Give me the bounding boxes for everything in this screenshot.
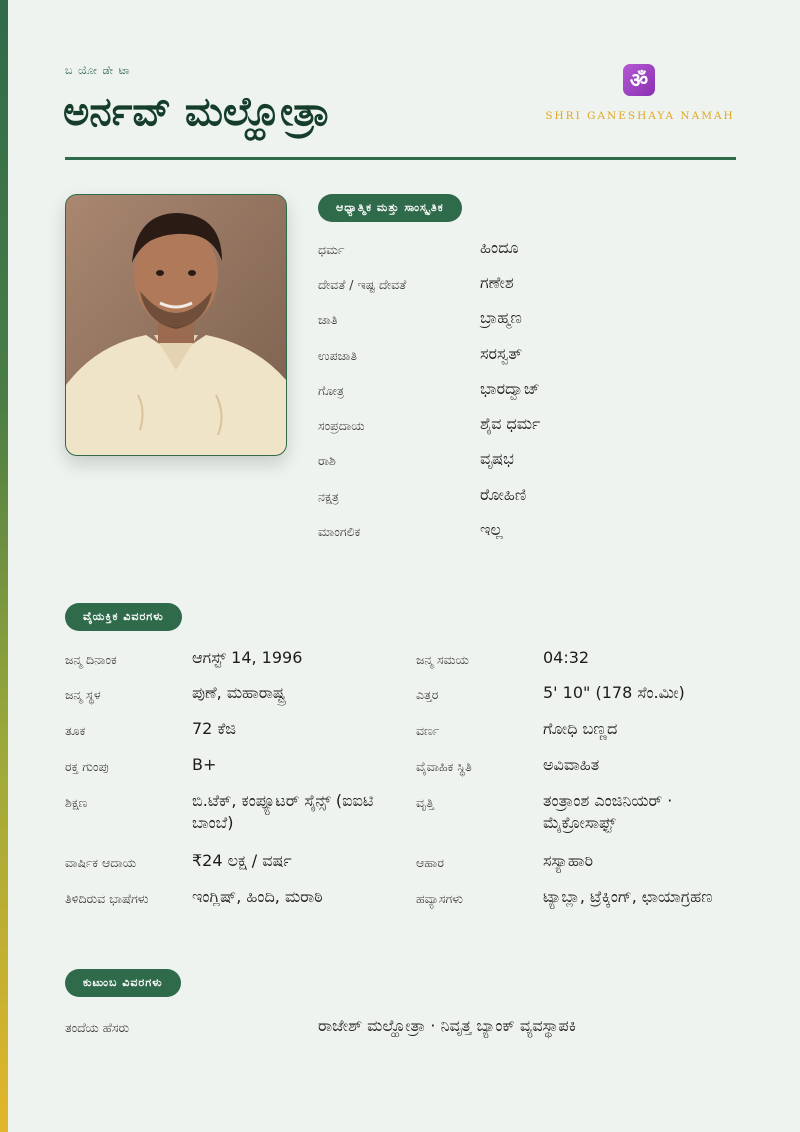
spiritual-section-title: ಆಧ್ಯಾತ್ಮಿಕ ಮತ್ತು ಸಾಂಸ್ಕೃತಿಕ [318, 194, 462, 222]
diet-label: ಆಹಾರ [416, 855, 444, 870]
invocation-text: SHRI GANESHAYA NAMAH [545, 110, 735, 122]
birth-place-value: ಪುಣೆ, ಮಹಾರಾಷ್ಟ್ರ [192, 683, 286, 702]
complexion-value: ಗೋಧಿ ಬಣ್ಣದ [543, 719, 618, 738]
birth-place-label: ಜನ್ಮ ಸ್ಥಳ [65, 687, 101, 702]
eyebrow-text: ಬ ಯೋ ಡೇ ಟಾ [65, 64, 131, 77]
education-label: ಶಿಕ್ಷಣ [65, 795, 88, 810]
deity-value: ಗಣೇಶ [480, 273, 514, 292]
religion-value: ಹಿಂದೂ [480, 238, 519, 257]
caste-label: ಜಾತಿ [318, 312, 338, 327]
manglik-value: ಇಲ್ಲ [480, 520, 503, 539]
manglik-label: ಮಾಂಗಲಿಕ [318, 524, 361, 539]
diet-value: ಸಸ್ಯಾಹಾರಿ [543, 851, 594, 870]
tradition-value: ಶೈವ ಧರ್ಮ [480, 414, 541, 433]
portrait-illustration [66, 195, 286, 455]
gotra-value: ಭಾರದ್ವಾಜ್ [480, 379, 540, 398]
personal-section-title: ವೈಯಕ್ತಿಕ ವಿವರಗಳು [65, 603, 182, 631]
deity-label: ದೇವತೆ / ಇಷ್ಟ ದೇವತೆ [318, 277, 407, 292]
rashi-label: ರಾಶಿ [318, 453, 336, 468]
gotra-label: ಗೋತ್ರ [318, 383, 344, 398]
marital-status-label: ವೈವಾಹಿಕ ಸ್ಥಿತಿ [416, 759, 472, 774]
profession-label: ವೃತ್ತಿ [416, 795, 434, 810]
side-accent-stripe [0, 0, 8, 1132]
caste-value: ಬ್ರಾಹ್ಮಣ [480, 308, 522, 327]
education-value: ಬಿ.ಟೆಕ್, ಕಂಪ್ಯೂಟರ್ ಸೈನ್ಸ್ (ಐಐಟಿ ಬಾಂಬೆ) [192, 791, 374, 832]
nakshatra-label: ನಕ್ಷತ್ರ [318, 489, 339, 504]
father-name-label: ತಂದೆಯ ಹೆಸರು [65, 1020, 130, 1035]
profile-photo [65, 194, 287, 456]
tradition-label: ಸಂಪ್ರದಾಯ [318, 418, 365, 433]
annual-income-value: ₹24 ಲಕ್ಷ / ವರ್ಷ [192, 851, 292, 870]
nakshatra-value: ರೋಹಿಣಿ [480, 485, 527, 504]
om-icon: ॐ [623, 64, 655, 96]
blood-group-value: B+ [192, 755, 217, 774]
dob-value: ಆಗಸ್ಟ್ 14, 1996 [192, 648, 303, 667]
height-value: 5' 10" (178 ಸೆಂ.ಮೀ) [543, 683, 685, 702]
languages-label: ತಿಳಿದಿರುವ ಭಾಷೆಗಳು [65, 891, 149, 906]
blood-group-label: ರಕ್ತ ಗುಂಪು [65, 759, 109, 774]
rashi-value: ವೃಷಭ [480, 449, 514, 468]
subcaste-value: ಸರಸ್ವತ್ [480, 344, 522, 363]
height-label: ಎತ್ತರ [416, 687, 439, 702]
languages-value: ಇಂಗ್ಲಿಷ್, ಹಿಂದಿ, ಮರಾಠಿ [192, 887, 323, 906]
profession-value: ತಂತ್ರಾಂಶ ಎಂಜಿನಿಯರ್ · ಮೈಕ್ರೋಸಾಫ್ಟ್ [543, 791, 673, 832]
father-name-value: ರಾಜೇಶ್ ಮಲ್ಹೋತ್ರಾ · ನಿವೃತ್ತ ಬ್ಯಾಂಕ್ ವ್ಯವಸ್ಥಾಪಕಿ [318, 1016, 577, 1035]
subcaste-label: ಉಪಜಾತಿ [318, 348, 358, 363]
profile-name: ಅರ್ನವ್ ಮಲ್ಹೋತ್ರಾ [63, 89, 331, 135]
religion-label: ಧರ್ಮ [318, 242, 345, 257]
weight-value: 72 ಕೆಜಿ [192, 719, 237, 738]
family-section-title: ಕುಟುಂಬ ವಿವರಗಳು [65, 969, 181, 997]
hobbies-label: ಹವ್ಯಾಸಗಳು [416, 891, 463, 906]
complexion-label: ವರ್ಣ [416, 723, 440, 738]
hobbies-value: ಟ್ಯಾಬ್ಲಾ, ಟ್ರೆಕ್ಕಿಂಗ್, ಛಾಯಾಗ್ರಹಣ [543, 887, 713, 906]
header-divider [65, 157, 736, 160]
dob-label: ಜನ್ಮ ದಿನಾಂಕ [65, 652, 117, 667]
weight-label: ತೂಕ [65, 723, 86, 738]
annual-income-label: ವಾರ್ಷಿಕ ಆದಾಯ [65, 855, 137, 870]
birth-time-label: ಜನ್ಮ ಸಮಯ [416, 652, 469, 667]
birth-time-value: 04:32 [543, 648, 590, 667]
marital-status-value: ಅವಿವಾಹಿತ [543, 755, 600, 774]
